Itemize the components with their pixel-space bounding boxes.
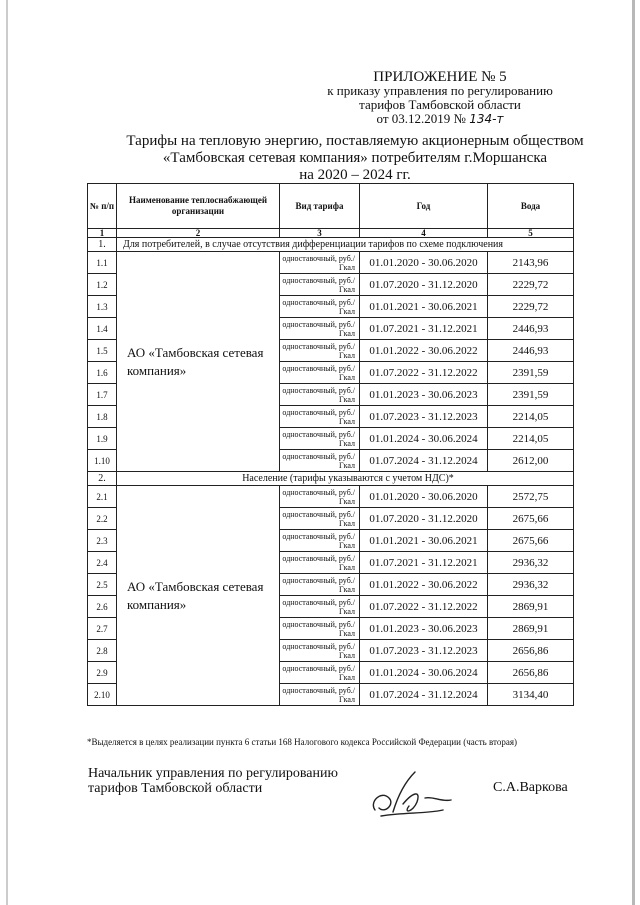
appendix-line-3: [300, 112, 580, 126]
column-number: 4: [360, 229, 488, 238]
row-number: 2.9: [88, 662, 117, 684]
tariff-type: одноставочный, руб./Гкал: [280, 684, 360, 706]
tariff-type: одноставочный, руб./Гкал: [280, 640, 360, 662]
row-number: 2.1: [88, 486, 117, 508]
tariff-period: 01.07.2023 - 31.12.2023: [360, 640, 488, 662]
row-number: 1.4: [88, 318, 117, 340]
tariff-period: 01.01.2023 - 30.06.2023: [360, 384, 488, 406]
water-tariff-value: 2446,93: [488, 318, 574, 340]
row-number: 1.9: [88, 428, 117, 450]
row-number: 1.10: [88, 450, 117, 472]
tariff-period: 01.01.2020 - 30.06.2020: [360, 486, 488, 508]
tariff-type: одноставочный, руб./Гкал: [280, 508, 360, 530]
section-row: [88, 238, 574, 252]
tariff-type: одноставочный, руб./Гкал: [280, 384, 360, 406]
row-number: 1.2: [88, 274, 117, 296]
row-number: 1.1: [88, 252, 117, 274]
column-number: 3: [280, 229, 360, 238]
tariff-period: 01.01.2020 - 30.06.2020: [360, 252, 488, 274]
tariff-type: одноставочный, руб./Гкал: [280, 428, 360, 450]
water-tariff-value: 3134,40: [488, 684, 574, 706]
signer-name: С.А.Варкова: [493, 780, 568, 795]
water-tariff-value: 2391,59: [488, 384, 574, 406]
tariff-period: 01.07.2022 - 31.12.2022: [360, 596, 488, 618]
column-number: 2: [117, 229, 280, 238]
water-tariff-value: 2391,59: [488, 362, 574, 384]
row-number: 2.10: [88, 684, 117, 706]
tariff-type: одноставочный, руб./Гкал: [280, 362, 360, 384]
column-number-row: [88, 229, 574, 238]
row-number: 2.4: [88, 552, 117, 574]
row-number: 2.8: [88, 640, 117, 662]
title-line-1: Тарифы на тепловую энергию, поставляемую акционерным обществом: [126, 133, 584, 149]
title-line-3: на 2020 – 2024 гг.: [299, 167, 411, 183]
column-number: 5: [488, 229, 574, 238]
tariff-type: одноставочный, руб./Гкал: [280, 252, 360, 274]
water-tariff-value: 2656,86: [488, 640, 574, 662]
row-number: 2.3: [88, 530, 117, 552]
header-cell-org: Наименование теплоснабжающей организации: [117, 184, 280, 229]
tariff-type: одноставочный, руб./Гкал: [280, 618, 360, 640]
tariff-period: 01.07.2020 - 31.12.2020: [360, 274, 488, 296]
tariff-period: 01.07.2022 - 31.12.2022: [360, 362, 488, 384]
water-tariff-value: 2936,32: [488, 552, 574, 574]
table-body: [88, 238, 574, 706]
row-number: 1.6: [88, 362, 117, 384]
water-tariff-value: 2446,93: [488, 340, 574, 362]
title-line-2: «Тамбовская сетевая компания» потребителям г.Моршанска: [162, 150, 548, 166]
appendix-line-2: тарифов Тамбовской области: [359, 97, 521, 112]
tariff-period: 01.01.2022 - 30.06.2022: [360, 340, 488, 362]
tariff-period: 01.01.2021 - 30.06.2021: [360, 296, 488, 318]
handwritten-signature: [355, 762, 465, 822]
water-tariff-value: 2229,72: [488, 274, 574, 296]
water-tariff-value: 2675,66: [488, 530, 574, 552]
water-tariff-value: 2143,96: [488, 252, 574, 274]
water-tariff-value: 2675,66: [488, 508, 574, 530]
tariff-period: 01.01.2024 - 30.06.2024: [360, 662, 488, 684]
signer-position-line-2: тарифов Тамбовской области: [88, 781, 263, 796]
section-number: 1.: [88, 238, 117, 252]
organization-name: АО «Тамбовская сетевая компания»: [117, 252, 280, 472]
tariff-type: одноставочный, руб./Гкал: [280, 296, 360, 318]
tariff-type: одноставочный, руб./Гкал: [280, 552, 360, 574]
tariff-type: одноставочный, руб./Гкал: [280, 486, 360, 508]
scan-edge-left: [6, 0, 8, 905]
header-cell-year: Год: [360, 184, 488, 229]
tariff-type: одноставочный, руб./Гкал: [280, 662, 360, 684]
row-number: 1.3: [88, 296, 117, 318]
tariff-period: 01.01.2023 - 30.06.2023: [360, 618, 488, 640]
water-tariff-value: 2869,91: [488, 618, 574, 640]
tariff-period: 01.01.2022 - 30.06.2022: [360, 574, 488, 596]
tariff-type: одноставочный, руб./Гкал: [280, 574, 360, 596]
row-number: 1.5: [88, 340, 117, 362]
row-number: 2.7: [88, 618, 117, 640]
tariff-type: одноставочный, руб./Гкал: [280, 530, 360, 552]
tariffs-table: [87, 183, 574, 706]
tariff-type: одноставочный, руб./Гкал: [280, 340, 360, 362]
tariff-period: 01.07.2021 - 31.12.2021: [360, 552, 488, 574]
tariff-type: одноставочный, руб./Гкал: [280, 318, 360, 340]
tariff-period: 01.07.2024 - 31.12.2024: [360, 684, 488, 706]
footnote: *Выделяется в целях реализации пункта 6 статьи 168 Налогового кодекса Российской Федерации (часть вторая): [87, 737, 517, 747]
document-title: [95, 133, 615, 184]
section-row: [88, 472, 574, 486]
appendix-title: ПРИЛОЖЕНИЕ № 5: [373, 69, 507, 85]
row-number: 1.8: [88, 406, 117, 428]
column-number: 1: [88, 229, 117, 238]
order-number: 134-т: [469, 112, 504, 126]
signer-position-line-1: Начальник управления по регулированию: [88, 766, 338, 781]
water-tariff-value: 2656,86: [488, 662, 574, 684]
water-tariff-value: 2612,00: [488, 450, 574, 472]
appendix-header: [300, 70, 580, 126]
scan-edge-right: [632, 0, 635, 905]
water-tariff-value: 2214,05: [488, 428, 574, 450]
water-tariff-value: 2936,32: [488, 574, 574, 596]
row-number: 1.7: [88, 384, 117, 406]
tariff-period: 01.01.2021 - 30.06.2021: [360, 530, 488, 552]
tariff-period: 01.07.2024 - 31.12.2024: [360, 450, 488, 472]
row-number: 2.5: [88, 574, 117, 596]
section-label: Для потребителей, в случае отсутствия дифференциации тарифов по схеме подключения: [117, 238, 574, 252]
appendix-line-1: к приказу управления по регулированию: [327, 83, 553, 98]
tariff-type: одноставочный, руб./Гкал: [280, 450, 360, 472]
water-tariff-value: 2572,75: [488, 486, 574, 508]
header-cell-type: Вид тарифа: [280, 184, 360, 229]
tariff-period: 01.07.2020 - 31.12.2020: [360, 508, 488, 530]
tariff-period: 01.07.2023 - 31.12.2023: [360, 406, 488, 428]
water-tariff-value: 2869,91: [488, 596, 574, 618]
water-tariff-value: 2214,05: [488, 406, 574, 428]
table-row: [88, 252, 574, 274]
row-number: 2.6: [88, 596, 117, 618]
tariff-period: 01.07.2021 - 31.12.2021: [360, 318, 488, 340]
water-tariff-value: 2229,72: [488, 296, 574, 318]
section-label: Население (тарифы указываются с учетом НДС)*: [117, 472, 574, 486]
organization-name: АО «Тамбовская сетевая компания»: [117, 486, 280, 706]
tariff-type: одноставочный, руб./Гкал: [280, 596, 360, 618]
header-cell-water: Вода: [488, 184, 574, 229]
tariff-type: одноставочный, руб./Гкал: [280, 274, 360, 296]
order-date: от 03.12.2019 №: [376, 111, 466, 126]
tariff-type: одноставочный, руб./Гкал: [280, 406, 360, 428]
header-cell-num: № п/п: [88, 184, 117, 229]
tariff-period: 01.01.2024 - 30.06.2024: [360, 428, 488, 450]
signer-position: [88, 766, 338, 796]
table-header-row: [88, 184, 574, 229]
table-row: [88, 486, 574, 508]
section-number: 2.: [88, 472, 117, 486]
row-number: 2.2: [88, 508, 117, 530]
